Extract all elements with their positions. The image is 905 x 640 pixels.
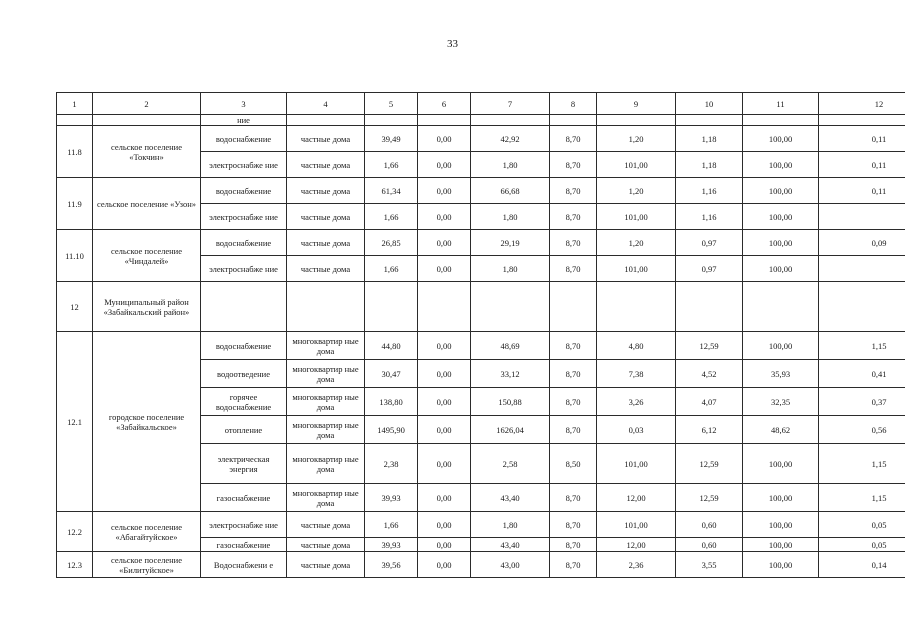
value-cell: 0,00 xyxy=(418,152,471,178)
value-cell: 100,00 xyxy=(743,484,819,512)
housing-type-cell: частные дома xyxy=(287,126,365,152)
value-cell: 1,66 xyxy=(365,256,418,282)
row-number: 11.9 xyxy=(57,178,93,230)
table-row xyxy=(57,126,905,152)
value-cell: 1,66 xyxy=(365,204,418,230)
service-cell: электрическая энергия xyxy=(201,444,287,484)
housing-type-cell: частные дома xyxy=(287,256,365,282)
value-cell: 0,41 xyxy=(819,360,905,388)
value-cell: 61,34 xyxy=(365,178,418,204)
value-cell: 12,59 xyxy=(676,332,743,360)
service-cell: газоснабжение xyxy=(201,484,287,512)
value-cell: 0,60 xyxy=(676,512,743,538)
value-cell: 33,12 xyxy=(471,360,550,388)
value-cell: 8,70 xyxy=(550,538,597,552)
housing-type-cell: частные дома xyxy=(287,512,365,538)
housing-type-cell: частные дома xyxy=(287,204,365,230)
row-number: 12 xyxy=(57,282,93,332)
value-cell: 0,00 xyxy=(418,512,471,538)
table-row xyxy=(57,552,905,578)
value-cell: 1,16 xyxy=(676,178,743,204)
service-cell: водоснабжение xyxy=(201,230,287,256)
value-cell: 1,18 xyxy=(676,152,743,178)
header-row xyxy=(57,93,905,115)
value-cell: 0,00 xyxy=(418,484,471,512)
value-cell: 0,97 xyxy=(676,256,743,282)
value-cell: 0,00 xyxy=(418,178,471,204)
value-cell: 100,00 xyxy=(743,512,819,538)
housing-type-cell: многоквартир ные дома xyxy=(287,360,365,388)
housing-type-cell: частные дома xyxy=(287,152,365,178)
value-cell: 0,60 xyxy=(676,538,743,552)
header-cell: 12 xyxy=(819,93,905,115)
value-cell: 0,00 xyxy=(418,126,471,152)
value-cell: 0,14 xyxy=(819,552,905,578)
value-cell: 26,85 xyxy=(365,230,418,256)
value-cell: 100,00 xyxy=(743,230,819,256)
row-number: 12.2 xyxy=(57,512,93,552)
value-cell: 4,80 xyxy=(597,332,676,360)
value-cell: 1626,04 xyxy=(471,416,550,444)
value-cell: 3,26 xyxy=(597,388,676,416)
header-cell: 7 xyxy=(471,93,550,115)
table-row xyxy=(57,332,905,360)
header-cell: 1 xyxy=(57,93,93,115)
header-cell: 2 xyxy=(93,93,201,115)
value-cell: 48,69 xyxy=(471,332,550,360)
value-cell: 100,00 xyxy=(743,178,819,204)
row-number: 11.8 xyxy=(57,126,93,178)
value-cell: 1,80 xyxy=(471,512,550,538)
row-number: 11.10 xyxy=(57,230,93,282)
value-cell: 1,20 xyxy=(597,230,676,256)
table-row xyxy=(57,282,905,332)
tariff-table xyxy=(56,92,905,578)
row-number: 12.3 xyxy=(57,552,93,578)
value-cell: 101,00 xyxy=(597,256,676,282)
value-cell: 32,35 xyxy=(743,388,819,416)
page-number: 33 xyxy=(447,38,458,50)
value-cell: 1,80 xyxy=(471,152,550,178)
value-cell: 1,15 xyxy=(819,484,905,512)
service-cell: водоснабжение xyxy=(201,178,287,204)
value-cell: 0,11 xyxy=(819,126,905,152)
settlement-name: сельское поселение «Абагайтуйское» xyxy=(93,512,201,552)
value-cell: 29,19 xyxy=(471,230,550,256)
value-cell: 8,70 xyxy=(550,388,597,416)
service-cell: водоснабжение xyxy=(201,332,287,360)
housing-type-cell: многоквартир ные дома xyxy=(287,484,365,512)
value-cell: 8,50 xyxy=(550,444,597,484)
value-cell: 0,11 xyxy=(819,178,905,204)
value-cell: 100,00 xyxy=(743,152,819,178)
value-cell xyxy=(819,204,905,230)
value-cell: 43,00 xyxy=(471,552,550,578)
value-cell: 0,00 xyxy=(418,552,471,578)
housing-type-cell: частные дома xyxy=(287,230,365,256)
value-cell: 39,49 xyxy=(365,126,418,152)
service-cell: Водоснабжени е xyxy=(201,552,287,578)
service-cell: водоснабжение xyxy=(201,126,287,152)
value-cell: 1,18 xyxy=(676,126,743,152)
value-cell: 8,70 xyxy=(550,332,597,360)
value-cell: 1,80 xyxy=(471,204,550,230)
value-cell: 66,68 xyxy=(471,178,550,204)
value-cell: 8,70 xyxy=(550,484,597,512)
header-cell: 6 xyxy=(418,93,471,115)
housing-type-cell: частные дома xyxy=(287,552,365,578)
value-cell: 0,03 xyxy=(597,416,676,444)
header-cell: 5 xyxy=(365,93,418,115)
service-cell: газоснабжение xyxy=(201,538,287,552)
value-cell: 43,40 xyxy=(471,538,550,552)
value-cell: 8,70 xyxy=(550,360,597,388)
value-cell: 0,00 xyxy=(418,256,471,282)
value-cell: 150,88 xyxy=(471,388,550,416)
value-cell: 8,70 xyxy=(550,152,597,178)
value-cell: 35,93 xyxy=(743,360,819,388)
value-cell: 12,00 xyxy=(597,538,676,552)
table-row xyxy=(57,512,905,538)
value-cell: 8,70 xyxy=(550,204,597,230)
value-cell: 0,00 xyxy=(418,538,471,552)
value-cell: 7,38 xyxy=(597,360,676,388)
value-cell: 100,00 xyxy=(743,204,819,230)
value-cell: 8,70 xyxy=(550,126,597,152)
table-row xyxy=(57,115,905,126)
value-cell: 48,62 xyxy=(743,416,819,444)
table-row xyxy=(57,230,905,256)
value-cell: 101,00 xyxy=(597,512,676,538)
value-cell: 39,93 xyxy=(365,538,418,552)
value-cell: 1,66 xyxy=(365,152,418,178)
service-cell: электроснабже ние xyxy=(201,512,287,538)
value-cell: 101,00 xyxy=(597,204,676,230)
value-cell: 39,56 xyxy=(365,552,418,578)
value-cell: 1,20 xyxy=(597,126,676,152)
value-cell: 2,36 xyxy=(597,552,676,578)
value-cell: 1,80 xyxy=(471,256,550,282)
value-cell: 8,70 xyxy=(550,230,597,256)
value-cell: 8,70 xyxy=(550,416,597,444)
value-cell: 1,15 xyxy=(819,444,905,484)
value-cell: 4,07 xyxy=(676,388,743,416)
housing-type-cell: многоквартир ные дома xyxy=(287,332,365,360)
value-cell: 0,56 xyxy=(819,416,905,444)
continuation-cell: ние xyxy=(201,115,287,126)
value-cell: 100,00 xyxy=(743,552,819,578)
value-cell: 100,00 xyxy=(743,538,819,552)
value-cell: 4,52 xyxy=(676,360,743,388)
value-cell: 0,00 xyxy=(418,230,471,256)
value-cell: 8,70 xyxy=(550,256,597,282)
service-cell: отопление xyxy=(201,416,287,444)
district-name: Муниципальный район «Забайкальский район» xyxy=(93,282,201,332)
service-cell: водоотведение xyxy=(201,360,287,388)
value-cell: 42,92 xyxy=(471,126,550,152)
header-cell: 10 xyxy=(676,93,743,115)
housing-type-cell: частные дома xyxy=(287,538,365,552)
value-cell: 43,40 xyxy=(471,484,550,512)
value-cell: 8,70 xyxy=(550,512,597,538)
header-cell: 9 xyxy=(597,93,676,115)
value-cell: 1,66 xyxy=(365,512,418,538)
value-cell: 100,00 xyxy=(743,332,819,360)
header-cell: 8 xyxy=(550,93,597,115)
service-cell: горячее водоснабжение xyxy=(201,388,287,416)
value-cell: 1,20 xyxy=(597,178,676,204)
value-cell: 39,93 xyxy=(365,484,418,512)
value-cell: 0,37 xyxy=(819,388,905,416)
value-cell: 0,97 xyxy=(676,230,743,256)
value-cell: 0,09 xyxy=(819,230,905,256)
value-cell: 12,59 xyxy=(676,484,743,512)
housing-type-cell: частные дома xyxy=(287,178,365,204)
row-number: 12.1 xyxy=(57,332,93,512)
value-cell: 100,00 xyxy=(743,444,819,484)
value-cell: 1495,90 xyxy=(365,416,418,444)
value-cell: 0,00 xyxy=(418,444,471,484)
value-cell: 1,16 xyxy=(676,204,743,230)
service-cell: электроснабже ние xyxy=(201,204,287,230)
header-cell: 3 xyxy=(201,93,287,115)
settlement-name: городское поселение «Забайкальское» xyxy=(93,332,201,512)
value-cell: 0,00 xyxy=(418,416,471,444)
service-cell: электроснабже ние xyxy=(201,256,287,282)
value-cell: 8,70 xyxy=(550,552,597,578)
value-cell: 100,00 xyxy=(743,126,819,152)
settlement-name: сельское поселение «Токчин» xyxy=(93,126,201,178)
value-cell: 2,58 xyxy=(471,444,550,484)
value-cell: 0,00 xyxy=(418,332,471,360)
value-cell: 101,00 xyxy=(597,152,676,178)
value-cell: 12,59 xyxy=(676,444,743,484)
housing-type-cell: многоквартир ные дома xyxy=(287,444,365,484)
settlement-name: сельское поселение «Билитуйское» xyxy=(93,552,201,578)
value-cell: 44,80 xyxy=(365,332,418,360)
value-cell: 0,05 xyxy=(819,538,905,552)
value-cell: 12,00 xyxy=(597,484,676,512)
value-cell: 0,11 xyxy=(819,152,905,178)
service-cell: электроснабже ние xyxy=(201,152,287,178)
value-cell xyxy=(819,256,905,282)
value-cell: 0,00 xyxy=(418,204,471,230)
housing-type-cell: многоквартир ные дома xyxy=(287,388,365,416)
value-cell: 30,47 xyxy=(365,360,418,388)
value-cell: 138,80 xyxy=(365,388,418,416)
settlement-name: сельское поселение «Узон» xyxy=(93,178,201,230)
value-cell: 6,12 xyxy=(676,416,743,444)
housing-type-cell: многоквартир ные дома xyxy=(287,416,365,444)
value-cell: 1,15 xyxy=(819,332,905,360)
value-cell: 0,05 xyxy=(819,512,905,538)
value-cell: 101,00 xyxy=(597,444,676,484)
value-cell: 0,00 xyxy=(418,388,471,416)
settlement-name: сельское поселение «Чиндалей» xyxy=(93,230,201,282)
value-cell: 2,38 xyxy=(365,444,418,484)
header-cell: 4 xyxy=(287,93,365,115)
header-cell: 11 xyxy=(743,93,819,115)
value-cell: 0,00 xyxy=(418,360,471,388)
table-row xyxy=(57,178,905,204)
value-cell: 3,55 xyxy=(676,552,743,578)
value-cell: 100,00 xyxy=(743,256,819,282)
value-cell: 8,70 xyxy=(550,178,597,204)
